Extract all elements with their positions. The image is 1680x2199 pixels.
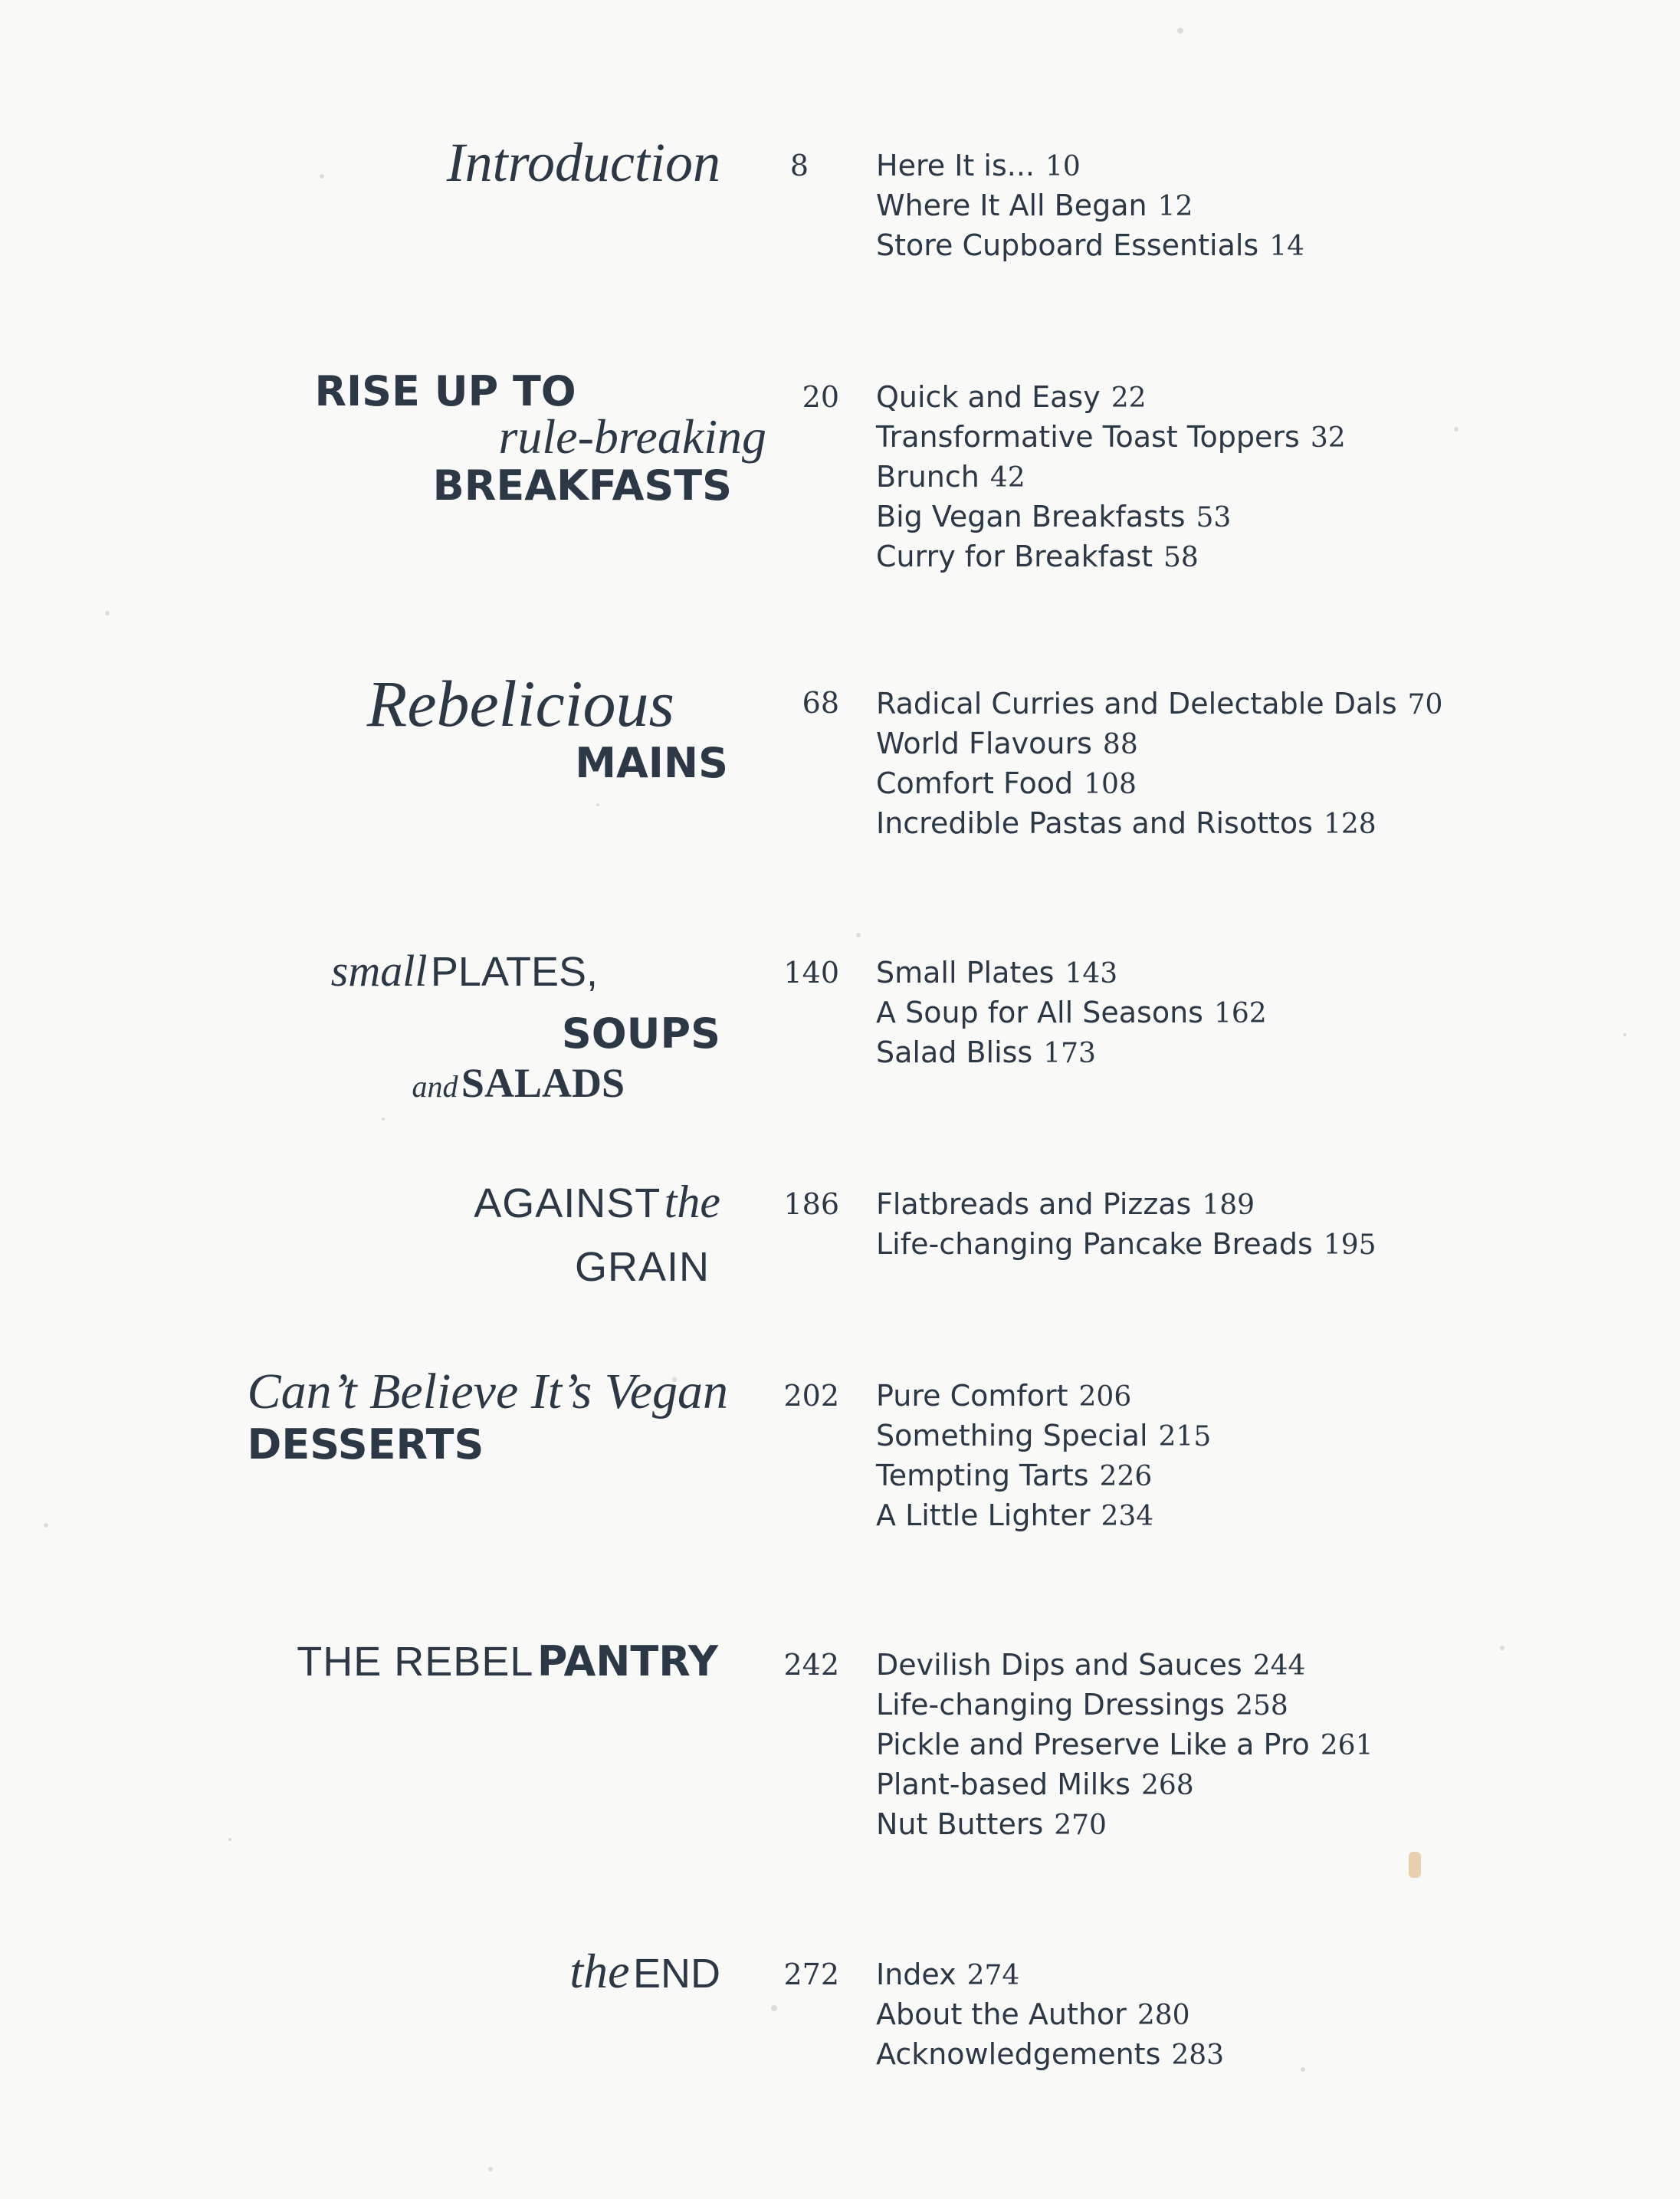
- entry-label: Nut Butters: [876, 1807, 1044, 1841]
- list-item[interactable]: [876, 378, 1346, 418]
- entry-page-number: 195: [1323, 1229, 1376, 1261]
- entry-page-number: 173: [1043, 1038, 1096, 1069]
- entry-label: Life-changing Dressings: [876, 1688, 1226, 1721]
- entry-label: Transformative Toast Toppers: [876, 420, 1300, 454]
- entry-label: Radical Curries and Delectable Dals: [876, 687, 1397, 720]
- entry-label: Store Cupboard Essentials: [876, 228, 1259, 262]
- title-line: BREAKFASTS: [432, 461, 732, 510]
- list-item[interactable]: [876, 1725, 1373, 1765]
- list-item[interactable]: [876, 537, 1346, 577]
- entry-list: [876, 1185, 1376, 1265]
- list-item[interactable]: [876, 804, 1442, 844]
- entry-page-number: 270: [1054, 1810, 1107, 1841]
- list-item[interactable]: [876, 458, 1346, 497]
- list-item[interactable]: [876, 764, 1442, 804]
- list-item[interactable]: [876, 1456, 1211, 1496]
- section-title: [248, 1361, 728, 1467]
- entry-page-number: 70: [1407, 689, 1443, 720]
- list-item[interactable]: [876, 953, 1267, 993]
- list-item[interactable]: [876, 1033, 1267, 1073]
- list-item[interactable]: [876, 1496, 1211, 1536]
- entry-page-number: 108: [1084, 769, 1137, 800]
- title-line: rule-breaking: [498, 409, 766, 464]
- entry-page-number: 226: [1099, 1461, 1153, 1492]
- entry-page-number: 206: [1078, 1381, 1132, 1413]
- entry-list: [876, 1377, 1211, 1536]
- title-line: Can’t Believe It’s Vegan: [247, 1364, 728, 1420]
- entry-list: [876, 953, 1267, 1073]
- list-item[interactable]: [876, 186, 1304, 226]
- section-page-number[interactable]: 242: [783, 1648, 839, 1682]
- entry-list: [876, 1646, 1373, 1845]
- entry-page-number: 22: [1111, 382, 1147, 414]
- entry-page-number: 12: [1157, 191, 1193, 222]
- title-line: [297, 1631, 718, 1703]
- section-page-number[interactable]: 202: [783, 1379, 839, 1413]
- entry-page-number: 162: [1213, 998, 1267, 1029]
- entry-page-number: 268: [1140, 1770, 1194, 1801]
- entry-label: Brunch: [876, 460, 979, 494]
- entry-page-number: 53: [1196, 502, 1232, 533]
- title-line: DESSERTS: [247, 1420, 484, 1469]
- entry-page-number: 143: [1065, 958, 1118, 990]
- section-title: [331, 944, 720, 1118]
- list-item[interactable]: [876, 146, 1304, 186]
- list-item[interactable]: [876, 497, 1346, 537]
- entry-page-number: 88: [1102, 729, 1138, 760]
- entry-page-number: 280: [1137, 2000, 1190, 2031]
- title-introduction: Introduction: [446, 132, 720, 193]
- title-line: [331, 944, 720, 1009]
- title-word: END: [632, 1951, 720, 1997]
- list-item[interactable]: [876, 1995, 1224, 2035]
- entry-page-number: 234: [1101, 1501, 1154, 1532]
- entry-label: Where It All Began: [876, 189, 1147, 222]
- section-title: [474, 1174, 720, 1292]
- entry-label: Plant-based Milks: [876, 1767, 1130, 1801]
- list-item[interactable]: [876, 1765, 1373, 1805]
- entry-page-number: 42: [989, 462, 1025, 494]
- entry-page-number: 283: [1171, 2040, 1225, 2071]
- title-line: SOUPS: [561, 1009, 720, 1058]
- entry-label: A Little Lighter: [876, 1498, 1091, 1532]
- list-item[interactable]: [876, 418, 1346, 458]
- entry-list: [876, 146, 1304, 266]
- entry-label: Incredible Pastas and Risottos: [876, 806, 1313, 840]
- entry-page-number: 258: [1235, 1690, 1288, 1721]
- title-word: THE REBEL: [297, 1639, 534, 1685]
- title-line: RISE UP TO: [314, 367, 576, 415]
- entry-label: About the Author: [876, 1997, 1127, 2031]
- list-item[interactable]: [876, 1955, 1224, 1995]
- section-title: [297, 1631, 718, 1703]
- list-item[interactable]: [876, 1377, 1211, 1416]
- entry-label: Tempting Tarts: [876, 1459, 1089, 1492]
- title-word: small: [330, 946, 428, 996]
- list-item[interactable]: [876, 1416, 1211, 1456]
- section-page-number[interactable]: 186: [783, 1187, 839, 1221]
- section-title: [314, 368, 766, 514]
- title-line: Rebelicious: [366, 667, 674, 740]
- title-word: the: [664, 1177, 720, 1227]
- list-item[interactable]: [876, 226, 1304, 266]
- entry-label: Quick and Easy: [876, 380, 1101, 414]
- title-word: PANTRY: [536, 1637, 718, 1685]
- entry-page-number: 32: [1310, 422, 1346, 454]
- title-word: PLATES,: [430, 949, 598, 995]
- list-item[interactable]: [876, 2035, 1224, 2075]
- entry-label: Here It is...: [876, 149, 1035, 182]
- entry-page-number: 14: [1269, 231, 1305, 262]
- section-page-number[interactable]: 20: [802, 380, 839, 414]
- title-word: AGAINST: [474, 1180, 661, 1226]
- entry-label: Something Special: [876, 1419, 1148, 1452]
- list-item[interactable]: [876, 724, 1442, 764]
- entry-page-number: 58: [1163, 542, 1199, 573]
- section-page-number[interactable]: 68: [802, 686, 839, 720]
- title-line: [331, 1058, 720, 1118]
- entry-list: [876, 684, 1442, 844]
- list-item[interactable]: [876, 993, 1267, 1033]
- section-page-number[interactable]: 272: [783, 1958, 839, 1991]
- section-title: [569, 1941, 720, 2015]
- entry-label: Index: [876, 1958, 956, 1991]
- title-line: GRAIN: [574, 1244, 710, 1290]
- entry-page-number: 10: [1045, 151, 1081, 182]
- entry-list: [876, 378, 1346, 577]
- title-word: and: [412, 1069, 458, 1104]
- list-item[interactable]: [876, 684, 1442, 724]
- entry-label: Pure Comfort: [876, 1379, 1068, 1413]
- title-line: [474, 1174, 720, 1242]
- list-item[interactable]: [876, 1646, 1373, 1685]
- entry-label: Life-changing Pancake Breads: [876, 1227, 1313, 1261]
- title-line: [569, 1941, 720, 2015]
- title-line: MAINS: [575, 739, 728, 787]
- entry-label: Acknowledgements: [876, 2037, 1161, 2071]
- entry-page-number: 128: [1323, 809, 1376, 840]
- entry-label: Devilish Dips and Sauces: [876, 1648, 1242, 1682]
- entry-label: A Soup for All Seasons: [876, 996, 1203, 1029]
- list-item[interactable]: [876, 1225, 1376, 1265]
- entry-page-number: 274: [966, 1960, 1020, 1991]
- title-word: the: [569, 1944, 630, 1998]
- title-word: SALADS: [461, 1060, 625, 1106]
- section-title: [367, 667, 728, 786]
- entry-page-number: 244: [1252, 1650, 1306, 1682]
- entry-label: Small Plates: [876, 956, 1055, 990]
- section-title: [447, 132, 720, 193]
- entry-page-number: 261: [1320, 1730, 1373, 1761]
- entry-label: Flatbreads and Pizzas: [876, 1187, 1192, 1221]
- list-item[interactable]: [876, 1685, 1373, 1725]
- list-item[interactable]: [876, 1805, 1373, 1845]
- entry-label: World Flavours: [876, 727, 1092, 760]
- entry-label: Comfort Food: [876, 766, 1074, 800]
- entry-page-number: 215: [1158, 1421, 1212, 1452]
- entry-label: Big Vegan Breakfasts: [876, 500, 1186, 533]
- list-item[interactable]: [876, 1185, 1376, 1225]
- entry-page-number: 189: [1202, 1190, 1255, 1221]
- section-page-number[interactable]: 8: [789, 149, 809, 182]
- entry-list: [876, 1955, 1224, 2075]
- entry-label: Pickle and Preserve Like a Pro: [876, 1728, 1310, 1761]
- entry-label: Salad Bliss: [876, 1035, 1033, 1069]
- section-page-number[interactable]: 140: [783, 956, 839, 990]
- entry-label: Curry for Breakfast: [876, 540, 1153, 573]
